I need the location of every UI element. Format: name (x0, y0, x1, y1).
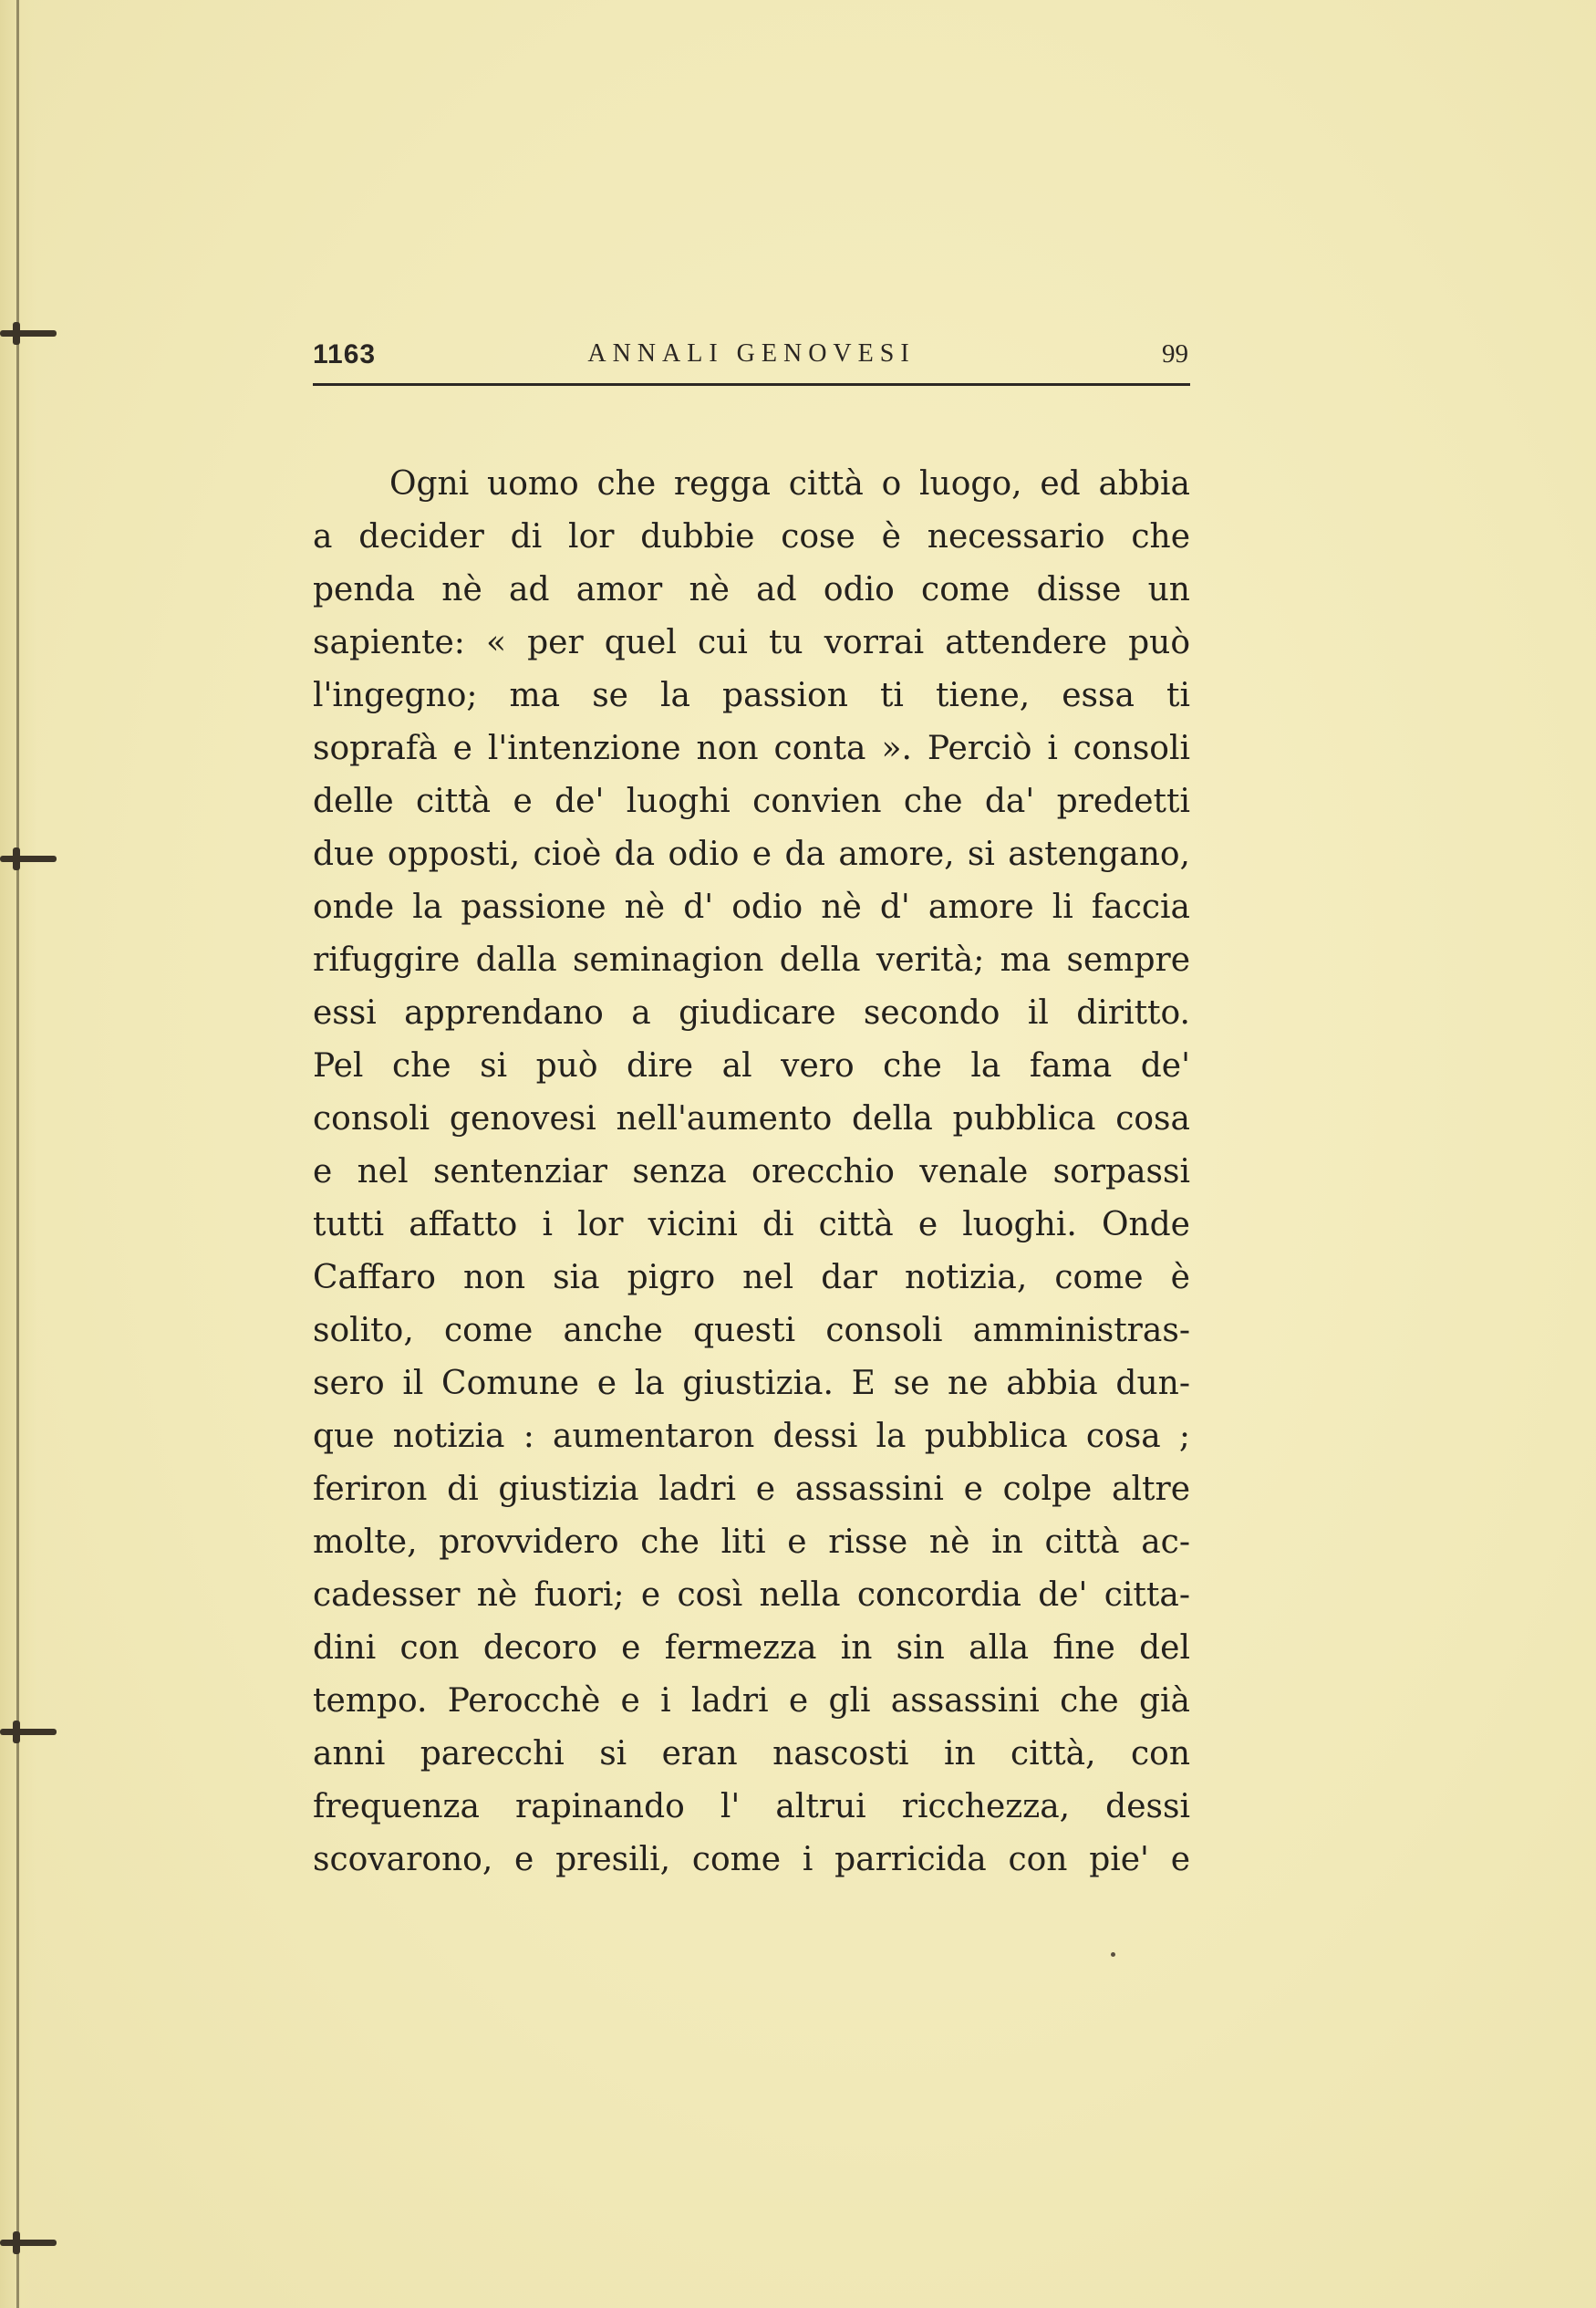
text-line: tempo. Perocchè e i ladri e gli assassini che già (313, 1682, 1190, 1720)
text-line: sero il Comune e la giustizia. E se ne abbia dun- (313, 1365, 1190, 1402)
text-line: l'ingegno; ma se la passion ti tiene, essa ti (313, 677, 1190, 714)
text-line: penda nè ad amor nè ad odio come disse un (313, 571, 1190, 608)
text-line: scovarono, e presili, come i parricida con pie' e (313, 1841, 1190, 1878)
text-line: que notizia : aumentaron dessi la pubblica cosa ; (313, 1418, 1190, 1455)
text-line: e nel sentenziar senza orecchio venale sorpassi (313, 1153, 1190, 1190)
text-line: sapiente: « per quel cui tu vorrai attendere può (313, 624, 1190, 661)
running-header (313, 338, 1190, 383)
text-line: frequenza rapinando l' altrui ricchezza, dessi (313, 1788, 1190, 1825)
binding-fold-line (16, 0, 19, 2308)
page-number: 99 (1162, 339, 1188, 369)
text-line: cadesser nè fuori; e così nella concordia de' citta- (313, 1576, 1190, 1614)
text-line: rifuggire dalla seminagion della verità; ma sempre (313, 941, 1190, 979)
text-line: onde la passione nè d' odio nè d' amore li faccia (313, 889, 1190, 926)
text-line: feriron di giustizia ladri e assassini e colpe altre (313, 1471, 1190, 1508)
text-line: Pel che si può dire al vero che la fama de' (313, 1047, 1190, 1085)
binding-stitch (0, 856, 57, 862)
body-paragraph (313, 458, 1190, 1887)
header-year: 1163 (313, 339, 377, 369)
text-line: Caffaro non sia pigro nel dar notizia, come è (313, 1259, 1190, 1296)
text-line: essi apprendano a giudicare secondo il diritto. (313, 994, 1190, 1032)
binding-stitch (0, 1729, 57, 1735)
text-line: a decider di lor dubbie cose è necessario che (313, 518, 1190, 556)
text-line: anni parecchi si eran nascosti in città, con (313, 1735, 1190, 1773)
text-line: due opposti, cioè da odio e da amore, si astengano, (313, 836, 1190, 873)
binding-stitch (0, 2240, 57, 2246)
text-line: consoli genovesi nell'aumento della pubblica cosa (313, 1100, 1190, 1138)
text-line: molte, provvidero che liti e risse nè in città ac- (313, 1523, 1190, 1561)
header-rule (313, 383, 1190, 386)
paper-speck (1111, 1952, 1115, 1957)
header-title: ANNALI GENOVESI (587, 339, 916, 368)
text-line: tutti affatto i lor vicini di città e luoghi. Onde (313, 1206, 1190, 1243)
binding-edge (0, 0, 36, 2308)
text-line: solito, come anche questi consoli amministras- (313, 1312, 1190, 1349)
text-line: dini con decoro e fermezza in sin alla fine del (313, 1629, 1190, 1667)
text-line: soprafà e l'intenzione non conta ». Perciò i consoli (313, 730, 1190, 767)
text-line: delle città e de' luoghi convien che da' predetti (313, 783, 1190, 820)
binding-stitch (0, 330, 57, 337)
text-line: Ogni uomo che regga città o luogo, ed abbia (389, 465, 1190, 503)
